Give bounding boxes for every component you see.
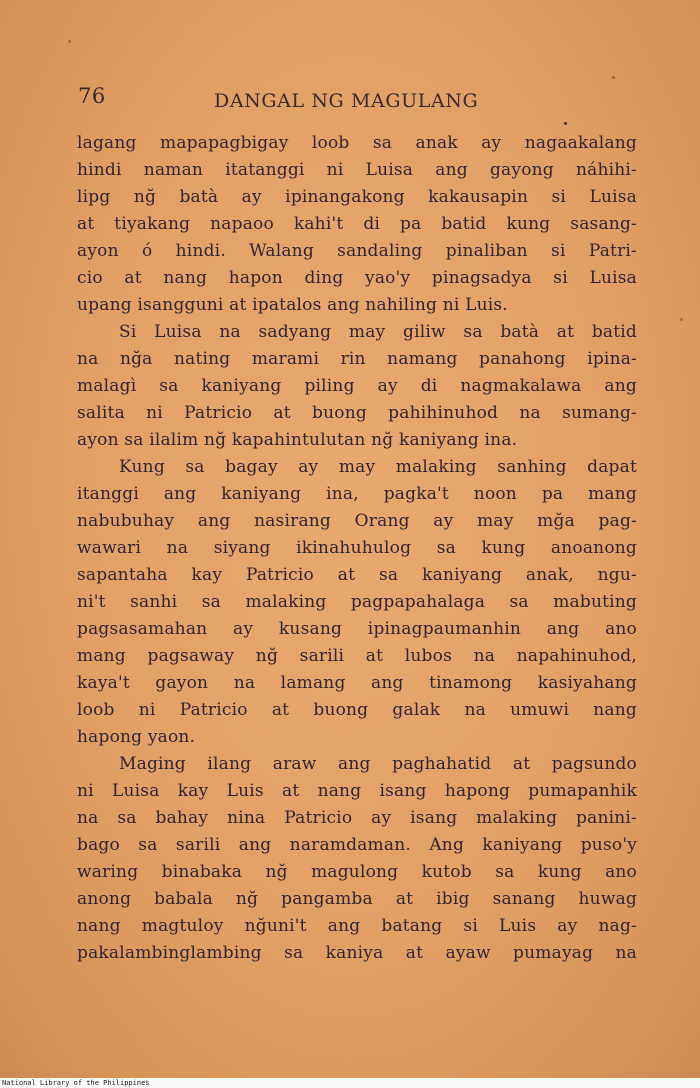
text-line: itanggi ang kaniyang ina, pagka't noon pa mang [77,484,637,504]
text-line: ayon sa ilalim nğ kapahintulutan nğ kaniyang ina. [77,430,518,450]
text-line: wawari na siyang ikinahuhulog sa kung anoanong [77,538,637,558]
text-line: anong babala nğ pangamba at ibig sanang huwag [77,889,637,909]
text-line: bago sa sarili ang naramdaman. Ang kaniyang puso'y [77,835,637,855]
text-line: ayon ó hindi. Walang sandaling pinaliban si Patri- [77,241,637,261]
text-line: pakalambinglambing sa kaniya at ayaw pumayag na [77,943,637,963]
text-line: malagì sa kaniyang piling ay di nagmakalawa ang [77,376,637,396]
ink-dot [564,122,567,125]
text-line: hindi naman itatanggi ni Luisa ang gayong náhihi- [77,160,637,180]
text-line: kaya't gayon na lamang ang tinamong kasiyahang [77,673,637,693]
text-line: mang pagsaway nğ sarili at lubos na napahinuhod, [77,646,637,666]
text-line: lipg nğ batà ay ipinangakong kakausapin si Luisa [77,187,637,207]
paper-speck [680,318,683,321]
paragraph-start: Maging ilang araw ang paghahatid at pagsundo [119,754,637,774]
text-line: lagang mapapagbigay loob sa anak ay nagaakalang [77,133,637,153]
text-line: upang isangguni at ipatalos ang nahiling ni Luis. [77,295,508,315]
text-line: sapantaha kay Patricio at sa kaniyang anak, ngu- [77,565,637,585]
text-line: pagsasamahan ay kusang ipinagpaumanhin ang ano [77,619,637,639]
body-text [77,130,637,967]
text-line: hapong yaon. [77,727,196,747]
text-line: ni Luisa kay Luis at nang isang hapong pumapanhik [77,781,637,801]
running-title: DANGAL NG MAGULANG [214,90,479,112]
text-line: na nğa nating marami rin namang panahong ipina- [77,349,637,369]
paragraph-start: Kung sa bagay ay may malaking sanhing dapat [119,457,637,477]
paragraph-start: Si Luisa na sadyang may giliw sa batà at batid [119,322,637,342]
text-line: nabubuhay ang nasirang Orang ay may mğa pag- [77,511,637,531]
library-credit: National Library of the Philippines [2,1079,150,1087]
page-number: 76 [78,84,106,108]
text-line: salita ni Patricio at buong pahihinuhod na sumang- [77,403,637,423]
text-line: loob ni Patricio at buong galak na umuwi nang [77,700,637,720]
text-line: nang magtuloy nğuni't ang batang si Luis ay nag- [77,916,637,936]
text-line: ni't sanhi sa malaking pagpapahalaga sa mabuting [77,592,637,612]
text-line: at tiyakang napaoo kahi't di pa batid kung sasang- [77,214,637,234]
page-header [78,84,638,114]
paper-speck [612,76,615,79]
text-line: cio at nang hapon ding yao'y pinagsadya si Luisa [77,268,637,288]
paper-speck [68,40,71,43]
text-line: na sa bahay nina Patricio ay isang malaking panini- [77,808,637,828]
text-line: waring binabaka nğ magulong kutob sa kung ano [77,862,637,882]
